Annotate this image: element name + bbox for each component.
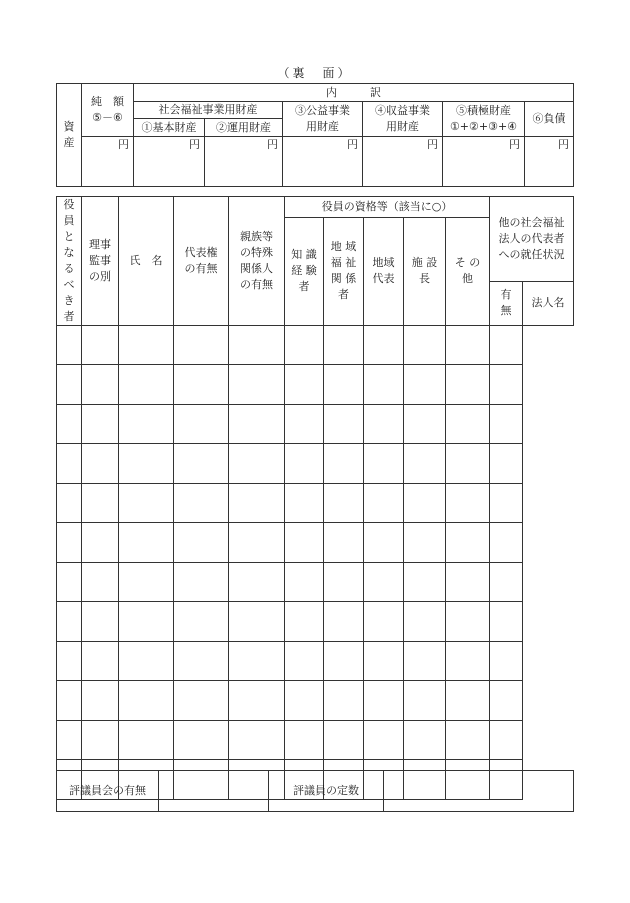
operating-property-cell[interactable]: 円 [205, 137, 283, 187]
officer-knowledge-cell[interactable] [229, 602, 285, 642]
officer-row [57, 444, 574, 484]
liabilities-cell[interactable]: 円 [525, 137, 574, 187]
officer-existence-cell[interactable] [446, 365, 490, 405]
officer-other-cell[interactable] [404, 720, 446, 760]
council-table [56, 770, 574, 812]
officer-other-cell[interactable] [404, 602, 446, 642]
officer-regional-rep-cell[interactable] [324, 562, 364, 602]
officer-row [57, 523, 574, 563]
officer-special-relation-cell[interactable] [174, 641, 229, 681]
officer-corp-name-cell[interactable] [490, 681, 523, 721]
officer-role-cell[interactable] [57, 523, 82, 563]
officer-special-relation-cell[interactable] [174, 404, 229, 444]
public-interest-property-cell[interactable]: 円 [283, 137, 363, 187]
special-relation-header: 親族等 の特殊 関係人 の有無 [229, 197, 285, 326]
council-existence-input[interactable] [159, 771, 269, 812]
total-property-header: ⑤積極財産 ①+②+③+④ [443, 102, 525, 137]
officer-other-cell[interactable] [404, 523, 446, 563]
officer-knowledge-cell[interactable] [229, 404, 285, 444]
officer-regional-rep-cell[interactable] [324, 444, 364, 484]
officer-representative-cell[interactable] [119, 523, 174, 563]
officer-representative-cell[interactable] [119, 602, 174, 642]
officer-corp-name-cell[interactable] [490, 602, 523, 642]
officer-name-cell[interactable] [82, 602, 119, 642]
officer-existence-cell[interactable] [446, 720, 490, 760]
council-quota-label: 評議員の定数 [269, 771, 384, 812]
officer-regional-welfare-cell[interactable] [285, 365, 324, 405]
profit-property-header: ④収益事業 用財産 [363, 102, 443, 137]
officer-facility-head-cell[interactable] [364, 681, 404, 721]
officer-regional-rep-cell[interactable] [324, 602, 364, 642]
officer-name-cell[interactable] [82, 681, 119, 721]
officer-other-cell[interactable] [404, 404, 446, 444]
officer-role-cell[interactable] [57, 602, 82, 642]
officer-role-cell[interactable] [57, 562, 82, 602]
officer-representative-cell[interactable] [119, 483, 174, 523]
officer-facility-head-cell[interactable] [364, 325, 404, 365]
officer-row [57, 641, 574, 681]
officer-row [57, 681, 574, 721]
officer-row [57, 404, 574, 444]
officer-row [57, 720, 574, 760]
officer-facility-head-cell[interactable] [364, 720, 404, 760]
officer-name-cell[interactable] [82, 562, 119, 602]
officer-special-relation-cell[interactable] [174, 602, 229, 642]
officer-row [57, 602, 574, 642]
officer-corp-name-cell[interactable] [490, 365, 523, 405]
officer-regional-welfare-cell[interactable] [285, 602, 324, 642]
officer-name-cell[interactable] [82, 720, 119, 760]
officer-regional-rep-cell[interactable] [324, 483, 364, 523]
other-header: そ の 他 [446, 218, 490, 326]
officer-existence-cell[interactable] [446, 483, 490, 523]
officer-regional-welfare-cell[interactable] [285, 562, 324, 602]
officer-other-cell[interactable] [404, 325, 446, 365]
officer-other-cell[interactable] [404, 641, 446, 681]
officer-knowledge-cell[interactable] [229, 444, 285, 484]
officer-role-cell[interactable] [57, 325, 82, 365]
officer-corp-name-cell[interactable] [490, 641, 523, 681]
qualification-header: 役員の資格等（該当に○） [285, 197, 490, 218]
officer-corp-name-cell[interactable] [490, 444, 523, 484]
officer-regional-welfare-cell[interactable] [285, 681, 324, 721]
officer-representative-cell[interactable] [119, 681, 174, 721]
officer-representative-cell[interactable] [119, 404, 174, 444]
officer-existence-cell[interactable] [446, 325, 490, 365]
officer-knowledge-cell[interactable] [229, 365, 285, 405]
officer-role-cell[interactable] [57, 681, 82, 721]
officer-regional-welfare-cell[interactable] [285, 404, 324, 444]
officer-existence-cell[interactable] [446, 641, 490, 681]
net-amount-cell[interactable]: 円 [82, 137, 134, 187]
officer-name-cell[interactable] [82, 641, 119, 681]
officer-representative-cell[interactable] [119, 562, 174, 602]
officers-table [56, 196, 574, 800]
officer-other-cell[interactable] [404, 444, 446, 484]
facility-head-header: 施 設 長 [404, 218, 446, 326]
officer-name-cell[interactable] [82, 483, 119, 523]
profit-property-cell[interactable]: 円 [363, 137, 443, 187]
officer-knowledge-cell[interactable] [229, 325, 285, 365]
officer-corp-name-cell[interactable] [490, 325, 523, 365]
officer-representative-cell[interactable] [119, 720, 174, 760]
officer-existence-cell[interactable] [446, 562, 490, 602]
page-title: （裏 面） [277, 66, 353, 80]
breakdown-header: 内 訳 [134, 84, 574, 102]
officer-facility-head-cell[interactable] [364, 404, 404, 444]
officer-corp-name-cell[interactable] [490, 483, 523, 523]
council-existence-label: 評議員会の有無 [57, 771, 159, 812]
officer-special-relation-cell[interactable] [174, 562, 229, 602]
officer-knowledge-cell[interactable] [229, 483, 285, 523]
officer-name-cell[interactable] [82, 523, 119, 563]
officer-name-cell[interactable] [82, 404, 119, 444]
officer-existence-cell[interactable] [446, 444, 490, 484]
officer-other-cell[interactable] [404, 483, 446, 523]
officer-regional-rep-cell[interactable] [324, 681, 364, 721]
officer-facility-head-cell[interactable] [364, 365, 404, 405]
assets-row-label: 資 産 [57, 84, 82, 187]
officer-role-cell[interactable] [57, 444, 82, 484]
officer-special-relation-cell[interactable] [174, 444, 229, 484]
officer-role-cell[interactable] [57, 365, 82, 405]
social-welfare-property-header: 社会福祉事業用財産 [134, 102, 283, 119]
officer-facility-head-cell[interactable] [364, 444, 404, 484]
representative-header: 代表権 の有無 [174, 197, 229, 326]
officer-special-relation-cell[interactable] [174, 523, 229, 563]
officer-special-relation-cell[interactable] [174, 720, 229, 760]
officer-facility-head-cell[interactable] [364, 483, 404, 523]
officer-special-relation-cell[interactable] [174, 325, 229, 365]
officer-row [57, 365, 574, 405]
officer-role-cell[interactable] [57, 720, 82, 760]
officer-representative-cell[interactable] [119, 325, 174, 365]
net-amount-header: 純 額 ⑤－⑥ [82, 84, 134, 137]
officer-knowledge-cell[interactable] [229, 641, 285, 681]
officers-side-label: 役 員 と な る べ き 者 [57, 197, 82, 326]
officer-knowledge-cell[interactable] [229, 562, 285, 602]
officer-knowledge-cell[interactable] [229, 681, 285, 721]
liabilities-header: ⑥負債 [525, 102, 574, 137]
officer-regional-welfare-cell[interactable] [285, 641, 324, 681]
officer-row [57, 325, 574, 365]
officer-special-relation-cell[interactable] [174, 681, 229, 721]
officer-regional-welfare-cell[interactable] [285, 483, 324, 523]
officer-other-cell[interactable] [404, 681, 446, 721]
officer-other-cell[interactable] [404, 562, 446, 602]
officer-role-cell[interactable] [57, 404, 82, 444]
officer-other-cell[interactable] [404, 365, 446, 405]
officer-name-cell[interactable] [82, 325, 119, 365]
assets-table [56, 83, 574, 187]
officer-facility-head-cell[interactable] [364, 562, 404, 602]
total-property-cell[interactable]: 円 [443, 137, 525, 187]
officer-special-relation-cell[interactable] [174, 365, 229, 405]
officer-regional-rep-cell[interactable] [324, 325, 364, 365]
officer-facility-head-cell[interactable] [364, 523, 404, 563]
other-corp-header: 他の社会福祉 法人の代表者 への就任状況 [490, 197, 574, 282]
officer-regional-welfare-cell[interactable] [285, 523, 324, 563]
officer-regional-welfare-cell[interactable] [285, 444, 324, 484]
officer-row [57, 483, 574, 523]
public-interest-property-header: ③公益事業 用財産 [283, 102, 363, 137]
officer-facility-head-cell[interactable] [364, 641, 404, 681]
officer-existence-cell[interactable] [446, 523, 490, 563]
officer-representative-cell[interactable] [119, 641, 174, 681]
council-quota-input[interactable] [384, 771, 574, 812]
officer-regional-rep-cell[interactable] [324, 523, 364, 563]
officer-role-cell[interactable] [57, 641, 82, 681]
officer-regional-rep-cell[interactable] [324, 365, 364, 405]
officer-facility-head-cell[interactable] [364, 602, 404, 642]
existence-header: 有 無 [490, 281, 523, 325]
basic-property-header: ①基本財産 [134, 119, 205, 137]
officer-name-cell[interactable] [82, 365, 119, 405]
officer-corp-name-cell[interactable] [490, 562, 523, 602]
officer-representative-cell[interactable] [119, 444, 174, 484]
name-header: 氏 名 [119, 197, 174, 326]
officer-name-cell[interactable] [82, 444, 119, 484]
officer-existence-cell[interactable] [446, 602, 490, 642]
officer-representative-cell[interactable] [119, 365, 174, 405]
knowledge-header: 知 識 経 験 者 [285, 218, 324, 326]
officer-corp-name-cell[interactable] [490, 404, 523, 444]
officer-row [57, 562, 574, 602]
regional-welfare-header: 地 域 福 祉 関 係 者 [324, 218, 364, 326]
corp-name-header: 法人名 [523, 281, 574, 325]
officer-knowledge-cell[interactable] [229, 523, 285, 563]
officer-existence-cell[interactable] [446, 404, 490, 444]
officer-regional-welfare-cell[interactable] [285, 325, 324, 365]
officer-regional-welfare-cell[interactable] [285, 720, 324, 760]
officer-corp-name-cell[interactable] [490, 523, 523, 563]
role-header: 理事 監事 の別 [82, 197, 119, 326]
regional-rep-header: 地域 代表 [364, 218, 404, 326]
officer-role-cell[interactable] [57, 483, 82, 523]
basic-property-cell[interactable]: 円 [134, 137, 205, 187]
officer-existence-cell[interactable] [446, 681, 490, 721]
officer-special-relation-cell[interactable] [174, 483, 229, 523]
operating-property-header: ②運用財産 [205, 119, 283, 137]
officer-regional-rep-cell[interactable] [324, 404, 364, 444]
officer-corp-name-cell[interactable] [490, 720, 523, 760]
officer-regional-rep-cell[interactable] [324, 641, 364, 681]
officer-regional-rep-cell[interactable] [324, 720, 364, 760]
officer-knowledge-cell[interactable] [229, 720, 285, 760]
